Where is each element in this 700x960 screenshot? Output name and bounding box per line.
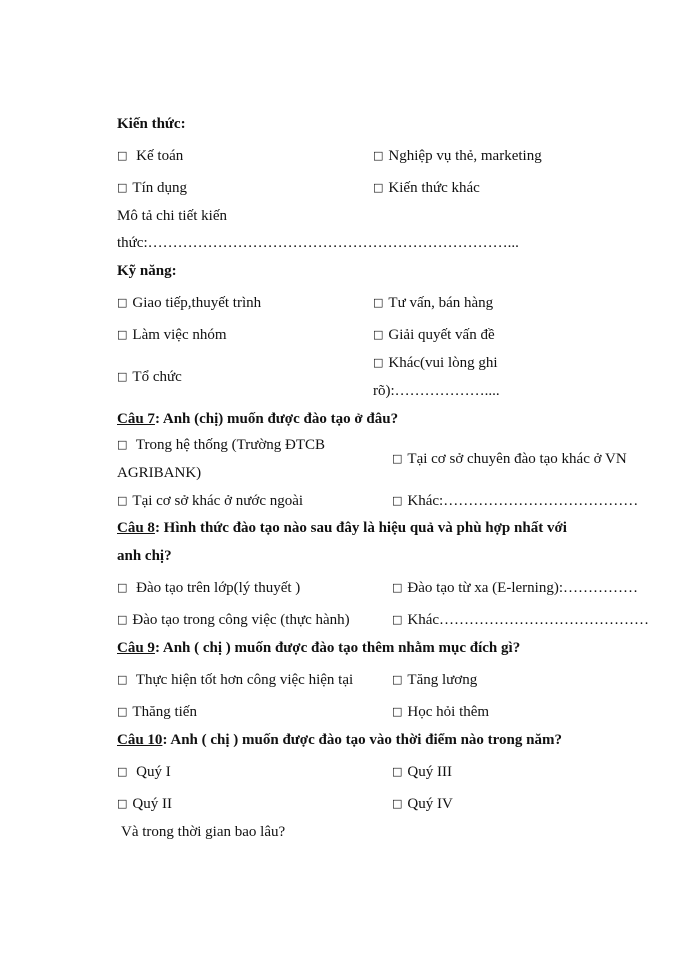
option-internal-training-cont: AGRIBANK)	[117, 465, 202, 481]
checkbox-icon[interactable]: □	[373, 328, 384, 341]
option-other-location[interactable]	[392, 492, 638, 511]
option-better-work[interactable]	[117, 671, 353, 690]
option-other-knowledge[interactable]	[373, 179, 480, 198]
option-learn-more[interactable]	[392, 703, 489, 722]
option-label: Khác(vui lòng ghi	[388, 355, 498, 371]
question-number: Câu 9	[117, 640, 155, 656]
checkbox-icon[interactable]: □	[392, 613, 403, 626]
checkbox-icon[interactable]: □	[117, 149, 128, 162]
checkbox-icon[interactable]: □	[373, 296, 384, 309]
question-text: : Anh ( chị ) muốn được đào tạo thêm nhằm mục đích gì?	[154, 640, 521, 656]
checkbox-icon[interactable]: □	[117, 581, 128, 594]
option-label: Tư vấn, bán hàng	[388, 295, 494, 311]
question-number: Câu 7	[117, 411, 155, 427]
checkbox-icon[interactable]: □	[117, 438, 128, 451]
question-text: : Anh (chị) muốn được đào tạo ở đâu?	[154, 411, 399, 427]
option-label: Thăng tiến	[132, 704, 197, 720]
option-label: Quý II	[132, 796, 172, 812]
option-problem-solving[interactable]	[373, 326, 495, 345]
checkbox-icon[interactable]: □	[117, 797, 128, 810]
question-text: : Hình thức đào tạo nào sau đây là hiệu quả và phù hợp nhất với	[154, 520, 567, 536]
checkbox-icon[interactable]: □	[392, 765, 403, 778]
option-other-format[interactable]	[392, 611, 649, 630]
checkbox-icon[interactable]: □	[117, 705, 128, 718]
checkbox-icon[interactable]: □	[392, 494, 403, 507]
checkbox-icon[interactable]: □	[392, 705, 403, 718]
option-quarter-3[interactable]	[392, 763, 452, 782]
checkbox-icon[interactable]: □	[117, 494, 128, 507]
question-8-cont: anh chị?	[117, 548, 172, 564]
option-label: Tại cơ sở khác ở nước ngoài	[132, 493, 304, 509]
option-other-institution-vn[interactable]	[392, 450, 627, 469]
checkbox-icon[interactable]: □	[117, 613, 128, 626]
option-abroad[interactable]	[117, 492, 303, 511]
option-label: Đào tạo trên lớp(lý thuyết )	[136, 580, 301, 596]
option-label: Đào tạo từ xa (E-lerning):……………	[407, 580, 638, 596]
checkbox-icon[interactable]: □	[117, 765, 128, 778]
option-classroom[interactable]	[117, 579, 300, 598]
option-label: Kiến thức khác	[388, 180, 480, 196]
checkbox-icon[interactable]: □	[117, 181, 128, 194]
option-label: Nghiệp vụ thẻ, marketing	[388, 148, 542, 164]
option-internal-training[interactable]	[117, 436, 325, 455]
knowledge-detail-label: Mô tả chi tiết kiến	[117, 208, 227, 224]
option-promotion[interactable]	[117, 703, 197, 722]
checkbox-icon[interactable]: □	[373, 149, 384, 162]
option-label: Giao tiếp,thuyết trình	[132, 295, 262, 311]
option-card-marketing[interactable]	[373, 147, 542, 166]
other-skill-field[interactable]: rõ):………………....	[373, 383, 500, 399]
option-label: Quý IV	[407, 796, 453, 812]
checkbox-icon[interactable]: □	[117, 370, 128, 383]
option-on-the-job[interactable]	[117, 611, 350, 630]
question-10	[117, 731, 562, 749]
option-label: Trong hệ thống (Trường ĐTCB	[135, 437, 326, 453]
question-7	[117, 410, 398, 428]
option-label: Quý III	[407, 764, 452, 780]
option-label: Quý I	[136, 764, 171, 780]
question-number: Câu 8	[117, 520, 155, 536]
knowledge-detail-field[interactable]: thức:………………………………………………………………...	[117, 235, 519, 251]
checkbox-icon[interactable]: □	[373, 181, 384, 194]
option-organizing[interactable]	[117, 368, 182, 387]
duration-question: Và trong thời gian bao lâu?	[121, 824, 286, 840]
option-label: Đào tạo trong công việc (thực hành)	[132, 612, 350, 628]
option-elearning[interactable]	[392, 579, 638, 598]
question-text: : Anh ( chị ) muốn được đào tạo vào thời điểm nào trong năm?	[162, 732, 562, 748]
checkbox-icon[interactable]: □	[392, 673, 403, 686]
checkbox-icon[interactable]: □	[117, 673, 128, 686]
checkbox-icon[interactable]: □	[117, 296, 128, 309]
checkbox-icon[interactable]: □	[117, 328, 128, 341]
option-credit[interactable]	[117, 179, 187, 198]
option-label: Học hỏi thêm	[407, 704, 490, 720]
option-label: Tổ chức	[132, 369, 182, 385]
option-salary-raise[interactable]	[392, 671, 477, 690]
option-label: Tại cơ sở chuyên đào tạo khác ở VN	[407, 451, 627, 467]
checkbox-icon[interactable]: □	[392, 452, 403, 465]
option-label: Tăng lương	[407, 672, 478, 688]
question-8	[117, 519, 567, 537]
option-label: Thực hiện tốt hơn công việc hiện tại	[135, 672, 354, 688]
option-label: Làm việc nhóm	[132, 327, 227, 343]
option-other-skill[interactable]	[373, 354, 498, 373]
checkbox-icon[interactable]: □	[392, 581, 403, 594]
option-quarter-2[interactable]	[117, 795, 172, 814]
option-consulting-sales[interactable]	[373, 294, 493, 313]
option-label: Tín dụng	[132, 180, 187, 196]
option-quarter-4[interactable]	[392, 795, 453, 814]
question-number: Câu 10	[117, 732, 163, 748]
option-label: Giải quyết vấn đề	[388, 327, 495, 343]
skills-heading: Kỹ năng:	[117, 263, 177, 279]
checkbox-icon[interactable]: □	[373, 356, 384, 369]
option-communication[interactable]	[117, 294, 261, 313]
knowledge-heading: Kiến thức:	[117, 116, 186, 132]
option-teamwork[interactable]	[117, 326, 227, 345]
option-accounting[interactable]	[117, 147, 183, 166]
option-label: Kế toán	[136, 148, 184, 164]
option-quarter-1[interactable]	[117, 763, 171, 782]
option-label: Khác……………………………………	[407, 612, 650, 628]
question-9	[117, 639, 520, 657]
option-label: Khác:…………………………………	[407, 493, 639, 509]
checkbox-icon[interactable]: □	[392, 797, 403, 810]
